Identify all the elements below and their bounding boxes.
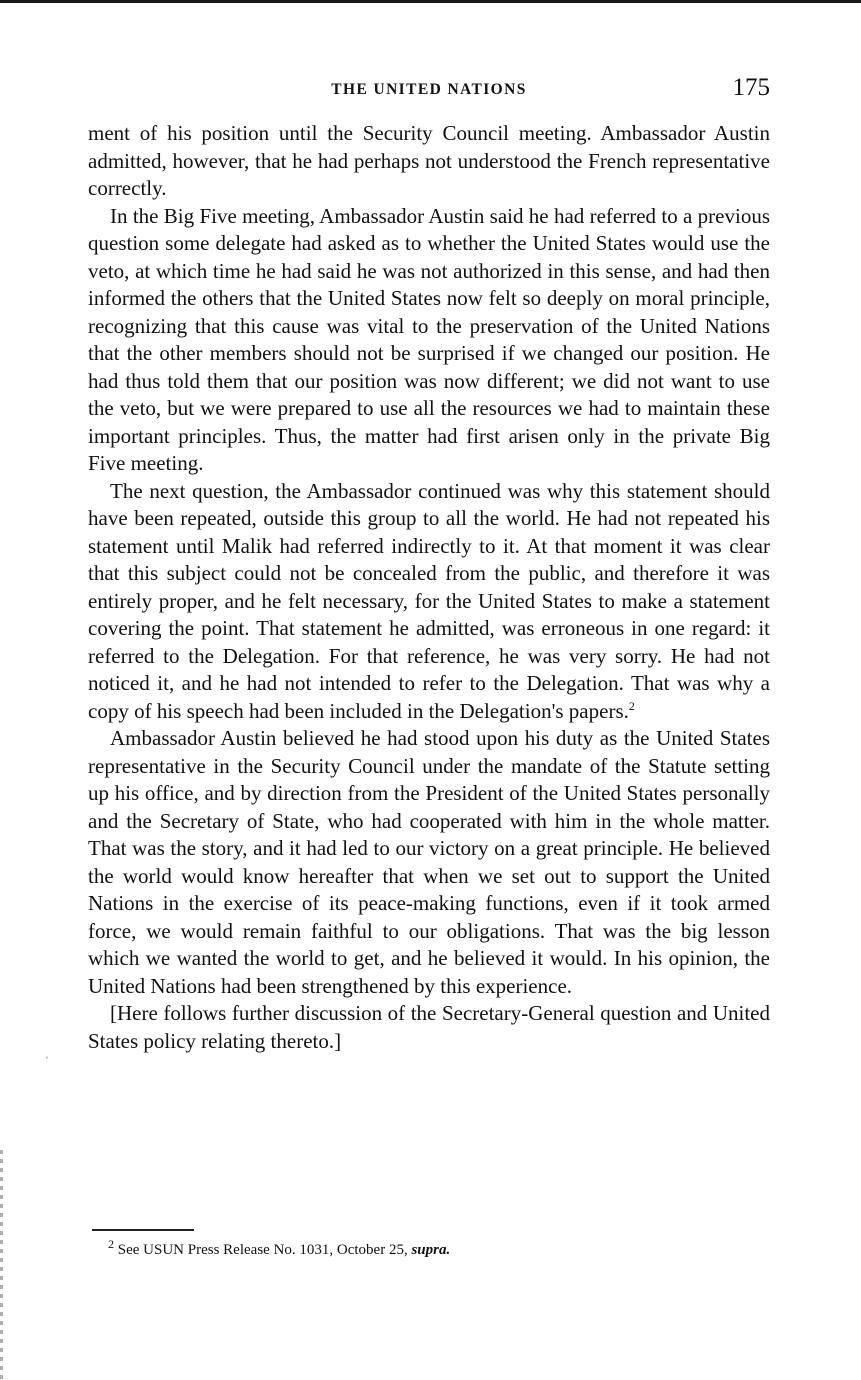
page-top-border <box>0 0 861 3</box>
paragraph-3-text: The next question, the Ambassador continued was why this statement should have been repeated, outside this group to all the world. He had not repeated his statement until Malik had referred indirectly to it. At that moment it was clear that this subject could not be concealed from the public, and therefore it was entirely proper, and he felt necessary, for the United States to make a statement covering the point. That statement he admitted, was erroneous in one regard: it referred to the Delegation. For that reference, he was very sorry. He had not noticed it, and he had not intended to refer to the Delegation. That was why a copy of his speech had been included in the Delegation's papers. <box>88 478 770 723</box>
footnote-reference: 2 <box>628 698 635 713</box>
page-header <box>88 74 770 108</box>
paragraph-2: In the Big Five meeting, Ambassador Austin said he had referred to a previous question some delegate had asked as to whether the United States would use the veto, at which time he had said he was not authorized in this sense, and had then informed the others that the United States now felt so deeply on moral principle, recognizing that this cause was vital to the preservation of the United Nations that the other members should not be surprised if we changed our position. He had thus told them that our position was now different; we did not want to use the veto, but we were prepared to use all the resources we had to maintain these important principles. Thus, the matter had first arisen only in the private Big Five meeting. <box>88 203 770 475</box>
paragraph-3 <box>88 478 770 726</box>
paragraph-1: ment of his position until the Security Council meeting. Ambassador Austin admitted, however, that he had perhaps not understood the French representative correctly. <box>88 121 770 200</box>
footnote-text: See USUN Press Release No. 1031, October 25, <box>117 1242 408 1258</box>
footnote-marker: 2 <box>108 1237 114 1251</box>
footnote-supra: supra. <box>411 1242 451 1258</box>
footnote <box>108 1237 451 1260</box>
page-edge-scan-artifact <box>0 1150 3 1380</box>
paragraph-4: Ambassador Austin believed he had stood upon his duty as the United States representative in the Security Council under the mandate of the Statute setting up his office, and by direction from the President of the United States personally and the Secretary of State, who had cooperated with him in the whole matter. That was the story, and it had led to our victory on a great principle. He believed the world would know hereafter that when we set out to support the United Nations in the exercise of its peace-making functions, even if it took armed force, we would remain faithful to our obligations. That was the big lesson which we wanted the world to get, and he believed it would. In his opinion, the United Nations had been strengthened by this experience. <box>88 726 770 998</box>
running-head: THE UNITED NATIONS <box>331 81 527 98</box>
footnote-rule <box>92 1229 194 1231</box>
stray-mark: ʼ <box>45 1056 49 1067</box>
page-number: 175 <box>732 74 770 101</box>
paragraph-5: [Here follows further discussion of the Secretary-General question and United States policy relating thereto.] <box>88 1001 770 1053</box>
body-text <box>88 120 770 1055</box>
